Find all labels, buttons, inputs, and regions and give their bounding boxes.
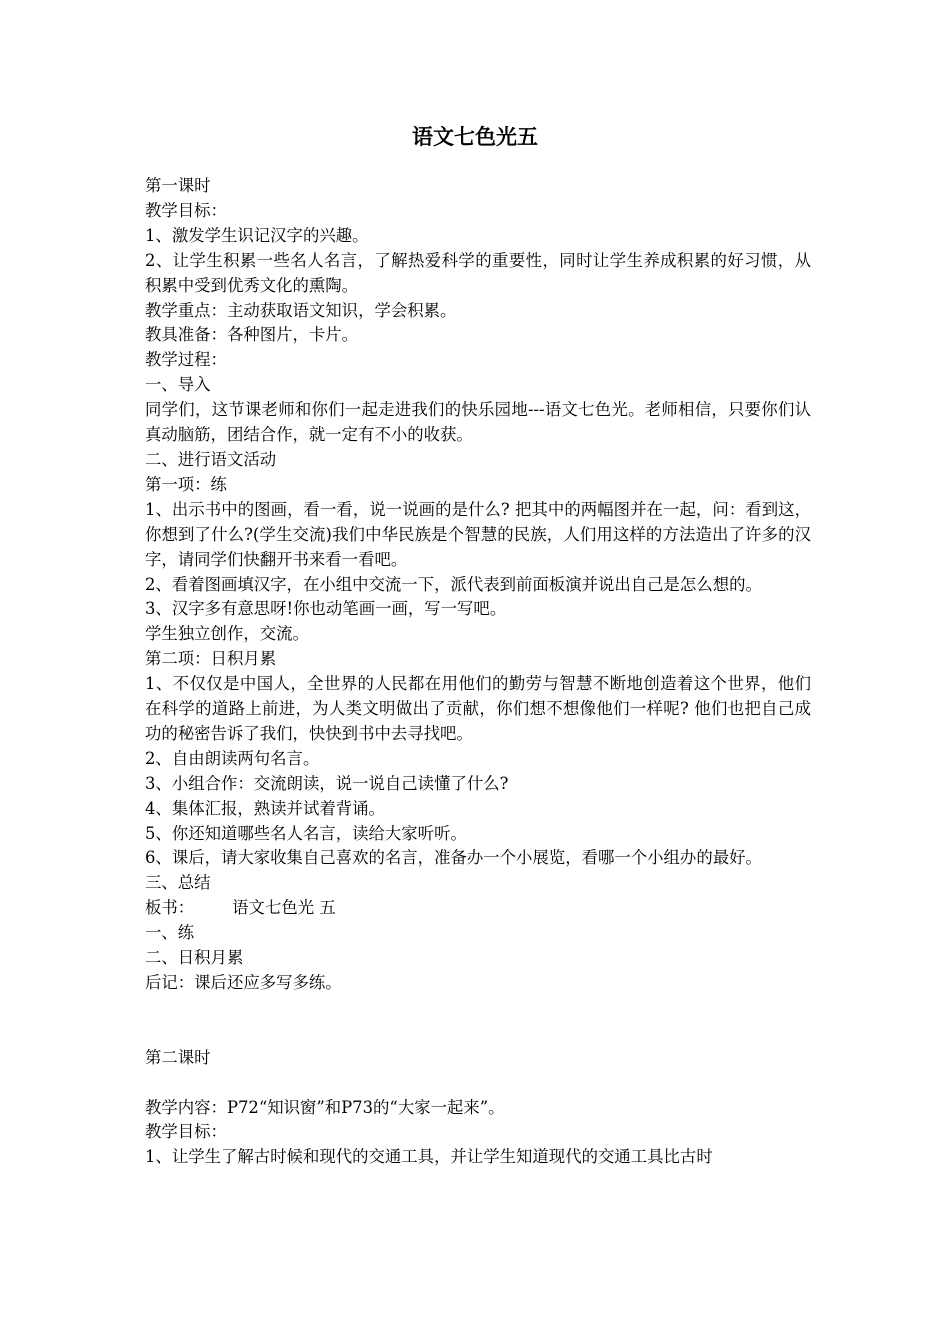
item2-heading: 第二项：日积月累	[145, 649, 277, 669]
item1-step-2: 2、看着图画填汉字，在小组中交流一下，派代表到前面板演并说出自己是怎么想的。	[145, 574, 762, 594]
activity-heading: 二、进行语文活动	[145, 449, 277, 469]
board-line-2: 二、日积月累	[145, 948, 244, 968]
lesson2-goals-label: 教学目标：	[145, 1122, 227, 1142]
section-spacer	[145, 1071, 811, 1096]
item2-step-1: 1、不仅仅是中国人，全世界的人民都在用他们的勤劳与智慧不断地创造着这个世界，他们在科学的道路上前进，为人类文明做出了贡献，你们想不想像他们一样呢? 他们也把自己成功的秘密告诉了我们，快快到书中去寻找吧。	[145, 674, 811, 743]
board-label: 板书：	[145, 898, 195, 918]
board-title: 语文七色光 五	[232, 898, 336, 918]
board-line	[145, 896, 811, 921]
item1-step-3: 3、汉字多有意思呀!你也动笔画一画，写一写吧。	[145, 599, 507, 619]
item2-step-2: 2、自由朗读两句名言。	[145, 748, 320, 768]
lesson2-goal-1: 1、让学生了解古时候和现代的交通工具，并让学生知道现代的交通工具比古时	[145, 1147, 713, 1167]
lesson1-key-points: 教学重点：主动获取语文知识，学会积累。	[145, 300, 457, 320]
lesson1-goal-1: 1、激发学生识记汉字的兴趣。	[145, 225, 369, 245]
lesson1-materials: 教具准备：各种图片，卡片。	[145, 325, 359, 345]
item1-step-4: 学生独立创作，交流。	[145, 624, 309, 644]
lesson2-content: 教学内容：P72“知识窗”和P73的“大家一起来”。	[145, 1097, 505, 1117]
item1-heading: 第一项：练	[145, 474, 227, 494]
intro-heading: 一、导入	[145, 375, 211, 395]
item2-step-5: 5、你还知道哪些名人名言，读给大家听听。	[145, 823, 467, 843]
section-spacer	[145, 996, 811, 1046]
lesson1-process-label: 教学过程：	[145, 350, 227, 370]
item1-step-1: 1、出示书中的图画，看一看，说一说画的是什么? 把其中的两幅图并在一起，问：看到这，你想到了什么?(学生交流)我们中华民族是个智慧的民族，人们用这样的方法造出了许多的汉字，请同学们快翻开书来看一看吧。	[145, 499, 811, 569]
item2-step-3: 3、小组合作：交流朗读，说一说自己读懂了什么?	[145, 773, 509, 793]
board-line-1: 一、练	[145, 923, 195, 943]
item2-step-4: 4、集体汇报，熟读并试着背诵。	[145, 798, 385, 818]
lesson1-goal-2: 2、让学生积累一些名人名言，了解热爱科学的重要性，同时让学生养成积累的好习惯，从积累中受到优秀文化的熏陶。	[145, 250, 811, 295]
document-body	[145, 174, 811, 1170]
lesson1-heading: 第一课时	[145, 176, 211, 195]
postscript: 后记：课后还应多写多练。	[145, 973, 342, 992]
item2-step-6: 6、课后，请大家收集自己喜欢的名言，准备办一个小展览，看哪一个小组办的最好。	[145, 848, 762, 868]
intro-text: 同学们，这节课老师和你们一起走进我们的快乐园地---语文七色光。老师相信，只要你们认真动脑筋，团结合作，就一定有不小的收获。	[145, 400, 811, 445]
lesson1-goals-label: 教学目标：	[145, 200, 227, 220]
document-title: 语文七色光五	[412, 124, 538, 149]
summary-heading: 三、总结	[145, 873, 211, 893]
lesson2-heading: 第二课时	[145, 1047, 211, 1067]
